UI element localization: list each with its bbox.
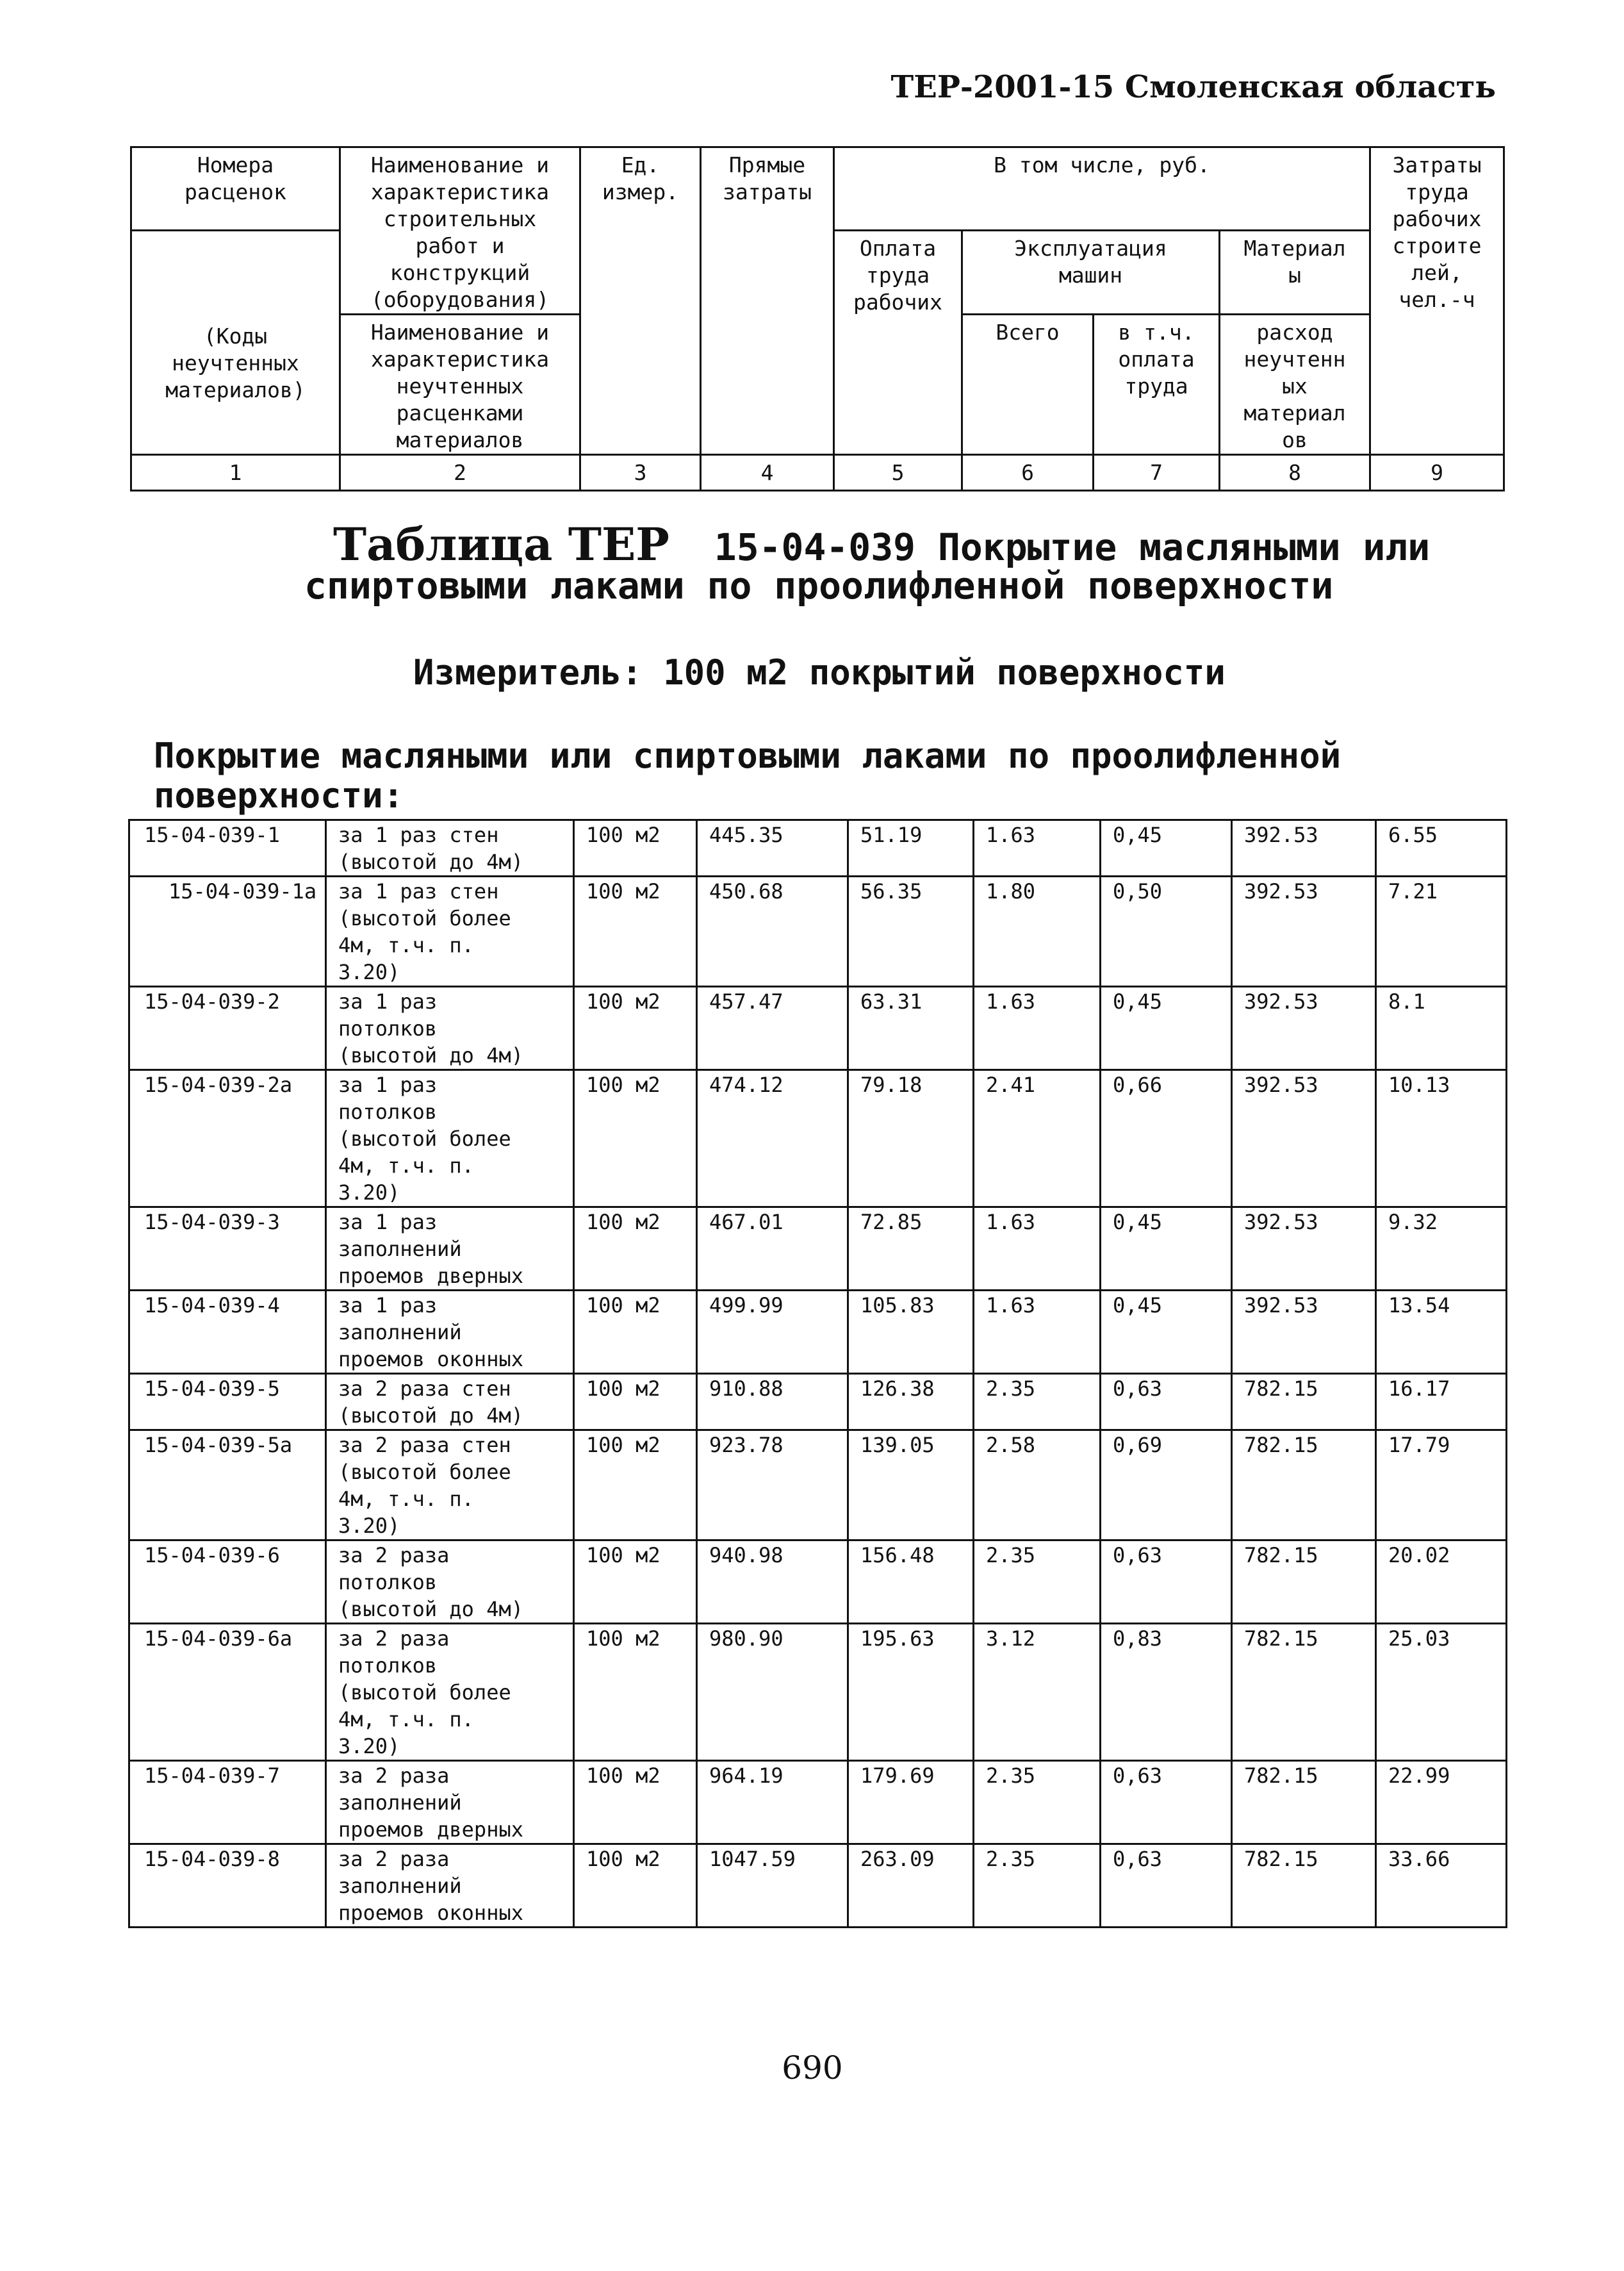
unit-cell: 100 м2 — [574, 1374, 697, 1430]
rates-table — [128, 819, 1507, 1928]
labor-pay-cell: 179.69 — [848, 1761, 974, 1844]
direct-costs-cell: 467.01 — [697, 1207, 848, 1291]
text-line: Материал — [1243, 236, 1346, 261]
header-labor-cost — [1370, 147, 1504, 455]
machines-total-cell: 1.63 — [974, 820, 1101, 877]
rate-code-cell: 15-04-039-4 — [129, 1291, 326, 1374]
measurement-unit: Измеритель: 100 м2 покрытий поверхности — [413, 652, 1226, 693]
text-line: материалов) — [165, 377, 306, 402]
materials-cell: 782.15 — [1232, 1540, 1376, 1624]
text-line: неучтенных — [396, 374, 524, 399]
text-line: характеристика — [370, 179, 550, 204]
direct-costs-cell: 499.99 — [697, 1291, 848, 1374]
text-line: 4м, т.ч. п. — [338, 1487, 474, 1511]
machines-pay-cell: 0,45 — [1101, 1291, 1232, 1374]
direct-costs-cell: 445.35 — [697, 820, 848, 877]
header-unit — [580, 147, 701, 455]
unit-cell: 100 м2 — [574, 1844, 697, 1928]
unit-cell: 100 м2 — [574, 1761, 697, 1844]
table-row — [129, 1761, 1507, 1844]
text-line: 3.20) — [338, 1514, 400, 1538]
materials-cell: 782.15 — [1232, 1374, 1376, 1430]
text-line: ов — [1282, 427, 1308, 452]
unit-cell: 100 м2 — [574, 1207, 697, 1291]
text-line: затраты — [722, 179, 812, 204]
header-codes-bottom — [131, 231, 340, 455]
text-line: Ед. — [621, 153, 660, 178]
text-line: (высотой более — [338, 906, 511, 930]
rate-code-cell: 15-04-039-5а — [129, 1430, 326, 1540]
col-number: 6 — [962, 455, 1094, 491]
labor-hours-cell: 6.55 — [1376, 820, 1507, 877]
running-header: ТЕР-2001-15 Смоленская область — [890, 69, 1496, 105]
rate-code-cell: 15-04-039-6 — [129, 1540, 326, 1624]
text-line: (высотой более — [338, 1680, 511, 1705]
machines-total-cell: 1.63 — [974, 1291, 1101, 1374]
machines-pay-cell: 0,50 — [1101, 877, 1232, 987]
machines-total-cell: 2.35 — [974, 1844, 1101, 1928]
header-name-bottom — [340, 315, 580, 455]
col-number: 8 — [1220, 455, 1370, 491]
text-line: за 1 раз — [338, 1293, 438, 1317]
direct-costs-cell: 940.98 — [697, 1540, 848, 1624]
text-line: Эксплуатация — [1014, 236, 1167, 261]
work-name-cell — [326, 877, 574, 987]
unit-cell: 100 м2 — [574, 820, 697, 877]
labor-hours-cell: 33.66 — [1376, 1844, 1507, 1928]
table-row — [129, 820, 1507, 877]
text-line: потолков — [338, 1100, 438, 1124]
work-name-cell — [326, 1430, 574, 1540]
text-line: ых — [1282, 374, 1308, 399]
machines-pay-cell: 0,63 — [1101, 1761, 1232, 1844]
direct-costs-cell: 450.68 — [697, 877, 848, 987]
text-line: (Коды — [203, 324, 268, 349]
rate-code-cell: 15-04-039-5 — [129, 1374, 326, 1430]
work-name-cell — [326, 1540, 574, 1624]
text-line: рабочих — [853, 290, 943, 315]
text-line: Наименование и — [370, 153, 550, 178]
text-line: проемов дверных — [338, 1264, 523, 1288]
text-line: 4м, т.ч. п. — [338, 933, 474, 957]
header-pay — [834, 231, 962, 455]
text-line: измер. — [602, 179, 679, 204]
text-line: проемов дверных — [338, 1817, 523, 1842]
work-name-cell — [326, 1844, 574, 1928]
labor-pay-cell: 63.31 — [848, 987, 974, 1070]
column-header-table — [130, 146, 1505, 491]
table-row — [129, 1070, 1507, 1207]
materials-cell: 392.53 — [1232, 987, 1376, 1070]
machines-total-cell: 2.41 — [974, 1070, 1101, 1207]
col-number: 7 — [1094, 455, 1220, 491]
text-line: (высотой более — [338, 1127, 511, 1151]
machines-pay-cell: 0,66 — [1101, 1070, 1232, 1207]
text-line: лей, — [1411, 260, 1463, 285]
machines-total-cell: 2.35 — [974, 1761, 1101, 1844]
rate-code-cell: 15-04-039-8 — [129, 1844, 326, 1928]
machines-pay-cell: 0,83 — [1101, 1624, 1232, 1761]
unit-cell: 100 м2 — [574, 1430, 697, 1540]
labor-pay-cell: 51.19 — [848, 820, 974, 877]
text-line: работ и — [415, 233, 505, 258]
labor-hours-cell: 7.21 — [1376, 877, 1507, 987]
table-row — [129, 987, 1507, 1070]
labor-pay-cell: 72.85 — [848, 1207, 974, 1291]
header-codes-top — [131, 147, 340, 231]
unit-cell: 100 м2 — [574, 987, 697, 1070]
text-line: (высотой до 4м) — [338, 1403, 523, 1428]
text-line: 4м, т.ч. п. — [338, 1707, 474, 1731]
text-line: Затраты — [1392, 153, 1482, 178]
col-number: 9 — [1370, 455, 1504, 491]
labor-hours-cell: 10.13 — [1376, 1070, 1507, 1207]
table-row — [129, 1374, 1507, 1430]
text-line: чел.-ч — [1398, 287, 1475, 312]
machines-total-cell: 2.35 — [974, 1540, 1101, 1624]
machines-total-cell: 2.35 — [974, 1374, 1101, 1430]
labor-hours-cell: 9.32 — [1376, 1207, 1507, 1291]
text-line: труда — [1405, 179, 1469, 204]
text-line: за 1 раз стен — [338, 879, 499, 904]
machines-pay-cell: 0,63 — [1101, 1844, 1232, 1928]
table-row — [129, 1291, 1507, 1374]
rate-code-cell: 15-04-039-2 — [129, 987, 326, 1070]
direct-costs-cell: 474.12 — [697, 1070, 848, 1207]
table-row — [129, 877, 1507, 987]
col-number: 3 — [580, 455, 701, 491]
labor-hours-cell: 13.54 — [1376, 1291, 1507, 1374]
labor-pay-cell: 156.48 — [848, 1540, 974, 1624]
text-line: (высотой до 4м) — [338, 1043, 523, 1068]
machines-total-cell: 2.58 — [974, 1430, 1101, 1540]
materials-cell: 392.53 — [1232, 1207, 1376, 1291]
text-line: (высотой более — [338, 1460, 511, 1484]
section-title-line-1: Покрытие масляными или спиртовыми лаками по проолифленной — [154, 736, 1341, 776]
text-line: (высотой до 4м) — [338, 1597, 523, 1621]
unit-cell: 100 м2 — [574, 1540, 697, 1624]
machines-pay-cell: 0,63 — [1101, 1374, 1232, 1430]
materials-cell: 782.15 — [1232, 1761, 1376, 1844]
header-machines-pay — [1094, 315, 1220, 455]
direct-costs-cell: 457.47 — [697, 987, 848, 1070]
text-line: 3.20) — [338, 960, 400, 984]
text-line: заполнений — [338, 1320, 462, 1344]
table-title-line-1 — [333, 518, 1430, 571]
labor-pay-cell: 56.35 — [848, 877, 974, 987]
labor-pay-cell: 105.83 — [848, 1291, 974, 1374]
text-line: (высотой до 4м) — [338, 850, 523, 874]
text-line: расход — [1256, 320, 1333, 345]
rate-code-cell: 15-04-039-2а — [129, 1070, 326, 1207]
text-line: машин — [1058, 263, 1123, 288]
header-materials — [1220, 231, 1370, 315]
text-line: материалов — [396, 427, 524, 452]
direct-costs-cell: 923.78 — [697, 1430, 848, 1540]
text-line: в т.ч. — [1118, 320, 1195, 345]
work-name-cell — [326, 1070, 574, 1207]
text-line: рабочих — [1392, 206, 1482, 231]
table-title-prefix: Таблица ТЕР — [333, 518, 669, 571]
materials-cell: 782.15 — [1232, 1844, 1376, 1928]
text-line: 4м, т.ч. п. — [338, 1153, 474, 1178]
machines-total-cell: 1.63 — [974, 1207, 1101, 1291]
work-name-cell — [326, 1624, 574, 1761]
rate-code-cell: 15-04-039-3 — [129, 1207, 326, 1291]
machines-total-cell: 1.80 — [974, 877, 1101, 987]
labor-hours-cell: 25.03 — [1376, 1624, 1507, 1761]
materials-cell: 392.53 — [1232, 1291, 1376, 1374]
header-including: В том числе, руб. — [834, 147, 1370, 231]
rate-code-cell: 15-04-039-6а — [129, 1624, 326, 1761]
text-line: за 1 раз — [338, 989, 438, 1014]
work-name-cell — [326, 820, 574, 877]
col-number: 2 — [340, 455, 580, 491]
direct-costs-cell: 964.19 — [697, 1761, 848, 1844]
materials-cell: 392.53 — [1232, 877, 1376, 987]
labor-pay-cell: 195.63 — [848, 1624, 974, 1761]
text-line: материал — [1243, 401, 1346, 425]
work-name-cell — [326, 1207, 574, 1291]
text-line: ы — [1288, 263, 1301, 288]
table-row — [129, 1207, 1507, 1291]
header-unaccounted-materials — [1220, 315, 1370, 455]
table-row — [129, 1844, 1507, 1928]
text-line: 3.20) — [338, 1734, 400, 1758]
text-line: неучтенн — [1243, 347, 1346, 372]
text-line: за 1 раз стен — [338, 823, 499, 847]
table-row — [129, 1624, 1507, 1761]
rate-code-cell: 15-04-039-1а — [129, 877, 326, 987]
text-line: потолков — [338, 1653, 438, 1678]
header-machines-total: Всего — [962, 315, 1094, 455]
header-name-top — [340, 147, 580, 315]
text-line: неучтенных — [172, 351, 299, 376]
machines-pay-cell: 0,69 — [1101, 1430, 1232, 1540]
materials-cell: 392.53 — [1232, 1070, 1376, 1207]
page-number: 690 — [782, 2049, 843, 2086]
table-row — [129, 1430, 1507, 1540]
direct-costs-cell: 1047.59 — [697, 1844, 848, 1928]
direct-costs-cell: 980.90 — [697, 1624, 848, 1761]
text-line: расценок — [185, 179, 286, 204]
labor-pay-cell: 139.05 — [848, 1430, 974, 1540]
text-line: строите — [1392, 233, 1482, 258]
text-line: 3.20) — [338, 1180, 400, 1205]
work-name-cell — [326, 1291, 574, 1374]
table-title-line-2: спиртовыми лаками по проолифленной поверхности — [304, 564, 1334, 607]
text-line: (оборудования) — [370, 287, 550, 312]
work-name-cell — [326, 1374, 574, 1430]
text-line: оплата — [1118, 347, 1195, 372]
machines-pay-cell: 0,45 — [1101, 820, 1232, 877]
text-line: за 2 раза — [338, 1543, 450, 1567]
table-title-text: 15-04-039 Покрытие масляными или — [714, 525, 1431, 569]
labor-hours-cell: 16.17 — [1376, 1374, 1507, 1430]
col-number: 1 — [131, 455, 340, 491]
text-line: заполнений — [338, 1790, 462, 1815]
machines-pay-cell: 0,45 — [1101, 1207, 1232, 1291]
rate-code-cell: 15-04-039-7 — [129, 1761, 326, 1844]
labor-hours-cell: 22.99 — [1376, 1761, 1507, 1844]
unit-cell: 100 м2 — [574, 1624, 697, 1761]
machines-pay-cell: 0,45 — [1101, 987, 1232, 1070]
text-line: за 2 раза — [338, 1847, 450, 1871]
labor-pay-cell: 263.09 — [848, 1844, 974, 1928]
labor-pay-cell: 126.38 — [848, 1374, 974, 1430]
text-line: заполнений — [338, 1237, 462, 1261]
labor-pay-cell: 79.18 — [848, 1070, 974, 1207]
text-line: Оплата — [859, 236, 937, 261]
text-line: за 2 раза — [338, 1763, 450, 1788]
text-line: проемов оконных — [338, 1901, 523, 1925]
text-line: Номера — [197, 153, 274, 178]
labor-hours-cell: 17.79 — [1376, 1430, 1507, 1540]
work-name-cell — [326, 1761, 574, 1844]
labor-hours-cell: 8.1 — [1376, 987, 1507, 1070]
text-line: за 2 раза стен — [338, 1376, 511, 1401]
col-number: 5 — [834, 455, 962, 491]
text-line: за 1 раз — [338, 1073, 438, 1097]
text-line: конструкций — [390, 260, 530, 285]
text-line: за 2 раза — [338, 1626, 450, 1651]
text-line: труда — [865, 263, 930, 288]
materials-cell: 782.15 — [1232, 1430, 1376, 1540]
text-line: заполнений — [338, 1874, 462, 1898]
text-line: труда — [1124, 374, 1188, 399]
text-line: проемов оконных — [338, 1347, 523, 1371]
materials-cell: 392.53 — [1232, 820, 1376, 877]
direct-costs-cell: 910.88 — [697, 1374, 848, 1430]
machines-total-cell: 3.12 — [974, 1624, 1101, 1761]
section-title-line-2: поверхности: — [154, 775, 404, 816]
text-line: за 2 раза стен — [338, 1433, 511, 1457]
text-line: строительных — [383, 206, 537, 231]
text-line: за 1 раз — [338, 1210, 438, 1234]
text-line: потолков — [338, 1016, 438, 1041]
table-row — [129, 1540, 1507, 1624]
machines-total-cell: 1.63 — [974, 987, 1101, 1070]
unit-cell: 100 м2 — [574, 1070, 697, 1207]
text-line: Прямые — [728, 153, 806, 178]
materials-cell: 782.15 — [1232, 1624, 1376, 1761]
labor-hours-cell: 20.02 — [1376, 1540, 1507, 1624]
unit-cell: 100 м2 — [574, 877, 697, 987]
text-line: расценками — [396, 401, 524, 425]
col-number: 4 — [701, 455, 834, 491]
work-name-cell — [326, 987, 574, 1070]
rate-code-cell: 15-04-039-1 — [129, 820, 326, 877]
header-machines — [962, 231, 1220, 315]
header-direct-costs — [701, 147, 834, 455]
unit-cell: 100 м2 — [574, 1291, 697, 1374]
text-line: потолков — [338, 1570, 438, 1594]
text-line: характеристика — [370, 347, 550, 372]
machines-pay-cell: 0,63 — [1101, 1540, 1232, 1624]
text-line: Наименование и — [370, 320, 550, 345]
